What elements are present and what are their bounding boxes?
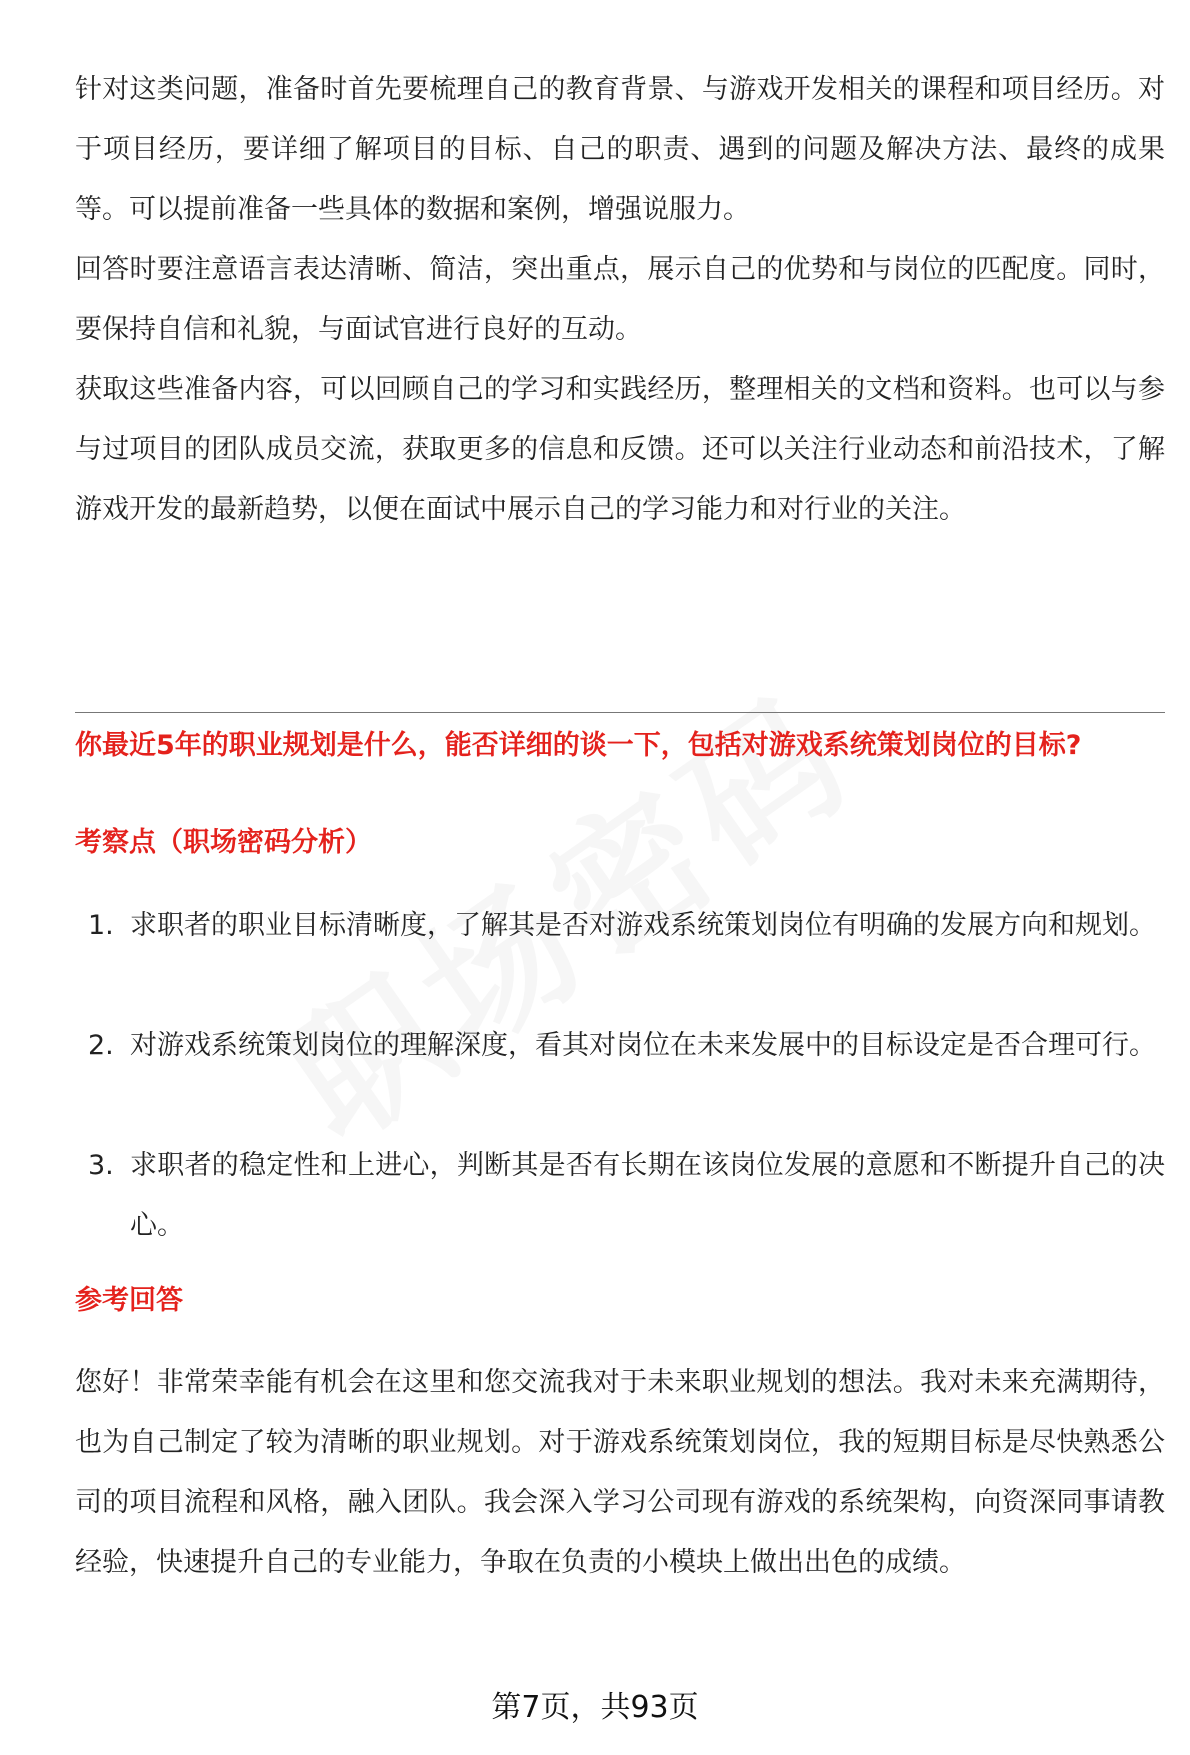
paragraph-reference-answer: 您好！非常荣幸能有机会在这里和您交流我对于未来职业规划的想法。我对未来充满期待，也为自己制定了较为清晰的职业规划。对于游戏系统策划岗位，我的短期目标是尽快熟悉公司的项目流程和风格，融入团队。我会深入学习公司现有游戏的系统架构，向资深同事请教经验，快速提升自己的专业能力，争取在负责的小模块上做出出色的成绩。	[75, 1367, 1165, 1578]
focus-heading: 考察点（职场密码分析）	[75, 827, 372, 858]
list-item-number: 1.	[88, 910, 114, 941]
list-item	[75, 1136, 1165, 1256]
answer-heading: 参考回答	[75, 1285, 183, 1316]
paragraph-gathering: 获取这些准备内容，可以回顾自己的学习和实践经历，整理相关的文档和资料。也可以与参与过项目的团队成员交流，获取更多的信息和反馈。还可以关注行业动态和前沿技术，了解游戏开发的最新趋势，以便在面试中展示自己的学习能力和对行业的关注。	[75, 374, 1165, 525]
list-item-text: 对游戏系统策划岗位的理解深度，看其对岗位在未来发展中的目标设定是否合理可行。	[130, 1030, 1156, 1061]
list-item-text: 求职者的稳定性和上进心，判断其是否有长期在该岗位发展的意愿和不断提升自己的决心。	[130, 1150, 1165, 1241]
section-divider	[75, 712, 1165, 713]
paragraph-preparation: 针对这类问题，准备时首先要梳理自己的教育背景、与游戏开发相关的课程和项目经历。对于项目经历，要详细了解项目的目标、自己的职责、遇到的问题及解决方法、最终的成果等。可以提前准备一些具体的数据和案例，增强说服力。	[75, 74, 1165, 225]
list-item-number: 2.	[88, 1030, 114, 1061]
list-item-text: 求职者的职业目标清晰度，了解其是否对游戏系统策划岗位有明确的发展方向和规划。	[130, 910, 1156, 941]
list-item-number: 3.	[88, 1150, 114, 1181]
paragraph-answer-tips: 回答时要注意语言表达清晰、简洁，突出重点，展示自己的优势和与岗位的匹配度。同时，要保持自信和礼貌，与面试官进行良好的互动。	[75, 254, 1165, 345]
list-item	[75, 1016, 1165, 1136]
page-number-footer: 第7页，共93页	[491, 1690, 699, 1725]
list-item	[75, 896, 1165, 1016]
focus-point-list	[75, 896, 1165, 1256]
question-heading: 你最近5年的职业规划是什么，能否详细的谈一下，包括对游戏系统策划岗位的目标?	[75, 730, 1082, 761]
